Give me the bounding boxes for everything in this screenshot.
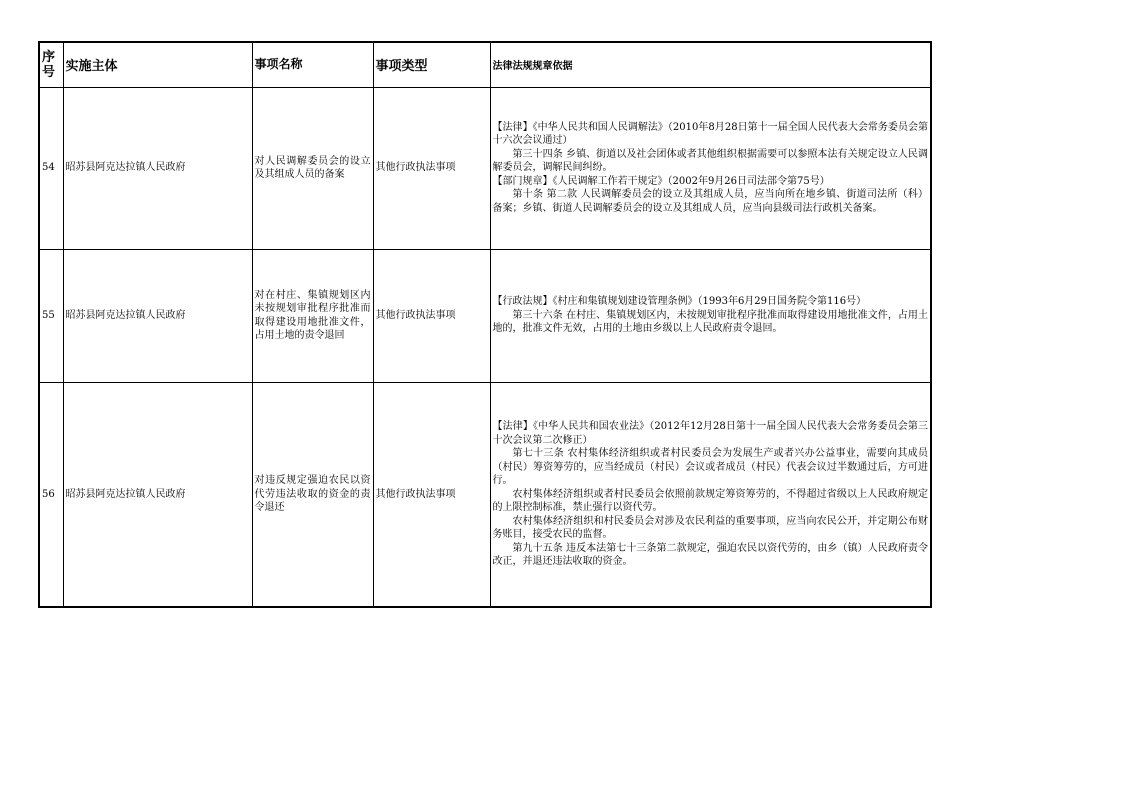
row-number: 55 <box>39 249 63 382</box>
basis-line: 第七十三条 农村集体经济组织或者村民委员会为发展生产或者兴办公益事业，需要向其成员（村民）筹资筹劳的，应当经成员（村民）会议或者成员（村民）代表会议过半数通过后，方可进行。 <box>492 448 928 486</box>
basis-line: 第三十四条 乡镇、街道以及社会团体或者其他组织根据需要可以参照本法有关规定设立人民调解委员会，调解民间纠纷。 <box>492 148 928 174</box>
row-legal-basis <box>490 87 931 249</box>
table-row <box>39 382 931 607</box>
basis-line: 农村集体经济组织和村民委员会对涉及农民利益的重要事项，应当向农民公开，并定期公布财务账目，接受农民的监督。 <box>492 515 928 540</box>
basis-line: 第三十六条 在村庄、集镇规划区内，未按规划审批程序批准而取得建设用地批准文件，占用土地的，批准文件无效，占用的土地由乡级以上人民政府责令退回。 <box>492 309 928 335</box>
row-item-name: 对人民调解委员会的设立及其组成人员的备案 <box>252 87 373 249</box>
row-item-name: 对违反规定强迫农民以资代劳违法收取的资金的责令退还 <box>252 382 373 607</box>
header-implementing-entity: 实施主体 <box>63 42 252 87</box>
row-legal-basis <box>490 249 931 382</box>
row-item-type: 其他行政执法事项 <box>373 249 490 382</box>
row-item-type: 其他行政执法事项 <box>373 382 490 607</box>
basis-line: 第九十五条 违反本法第七十三条第二款规定，强迫农民以资代劳的，由乡（镇）人民政府责令改正，并退还违法收取的资金。 <box>492 542 928 567</box>
basis-line: 【法律】《中华人民共和国人民调解法》（2010年8月28日第十一届全国人民代表大会常务委员会第十六次会议通过） <box>492 121 928 147</box>
header-item-type: 事项类型 <box>373 42 490 87</box>
row-item-name: 对在村庄、集镇规划区内未按规划审批程序批准而取得建设用地批准文件，占用土地的责令退回 <box>252 249 373 382</box>
table-row <box>39 249 931 382</box>
row-entity: 昭苏县阿克达拉镇人民政府 <box>63 87 252 249</box>
row-entity: 昭苏县阿克达拉镇人民政府 <box>63 249 252 382</box>
row-number: 54 <box>39 87 63 249</box>
row-entity: 昭苏县阿克达拉镇人民政府 <box>63 382 252 607</box>
header-serial-number: 序号 <box>39 42 63 87</box>
header-item-name: 事项名称 <box>252 42 373 87</box>
basis-line: 【行政法规】《村庄和集镇规划建设管理条例》（1993年6月29日国务院令第116号） <box>492 296 867 308</box>
basis-line: 【法律】《中华人民共和国农业法》（2012年12月28日第十一届全国人民代表大会常务委员会第三十次会议第二次修正） <box>492 421 928 446</box>
row-legal-basis <box>490 382 931 607</box>
basis-line: 第十条 第二款 人民调解委员会的设立及其组成人员，应当向所在地乡镇、街道司法所（科）备案；乡镇、街道人民调解委员会的设立及其组成人员，应当向县级司法行政机关备案。 <box>492 189 928 214</box>
row-number: 56 <box>39 382 63 607</box>
row-item-type: 其他行政执法事项 <box>373 87 490 249</box>
enforcement-items-table <box>38 41 932 608</box>
header-legal-basis: 法律法规规章依据 <box>490 42 931 87</box>
basis-line: 农村集体经济组织或者村民委员会依照前款规定筹资筹劳的，不得超过省级以上人民政府规定的上限控制标准，禁止强行以资代劳。 <box>492 488 928 513</box>
table-row <box>39 87 931 249</box>
table-header-row <box>39 42 931 87</box>
basis-line: 【部门规章】《人民调解工作若干规定》（2002年9月26日司法部令第75号） <box>492 175 830 187</box>
